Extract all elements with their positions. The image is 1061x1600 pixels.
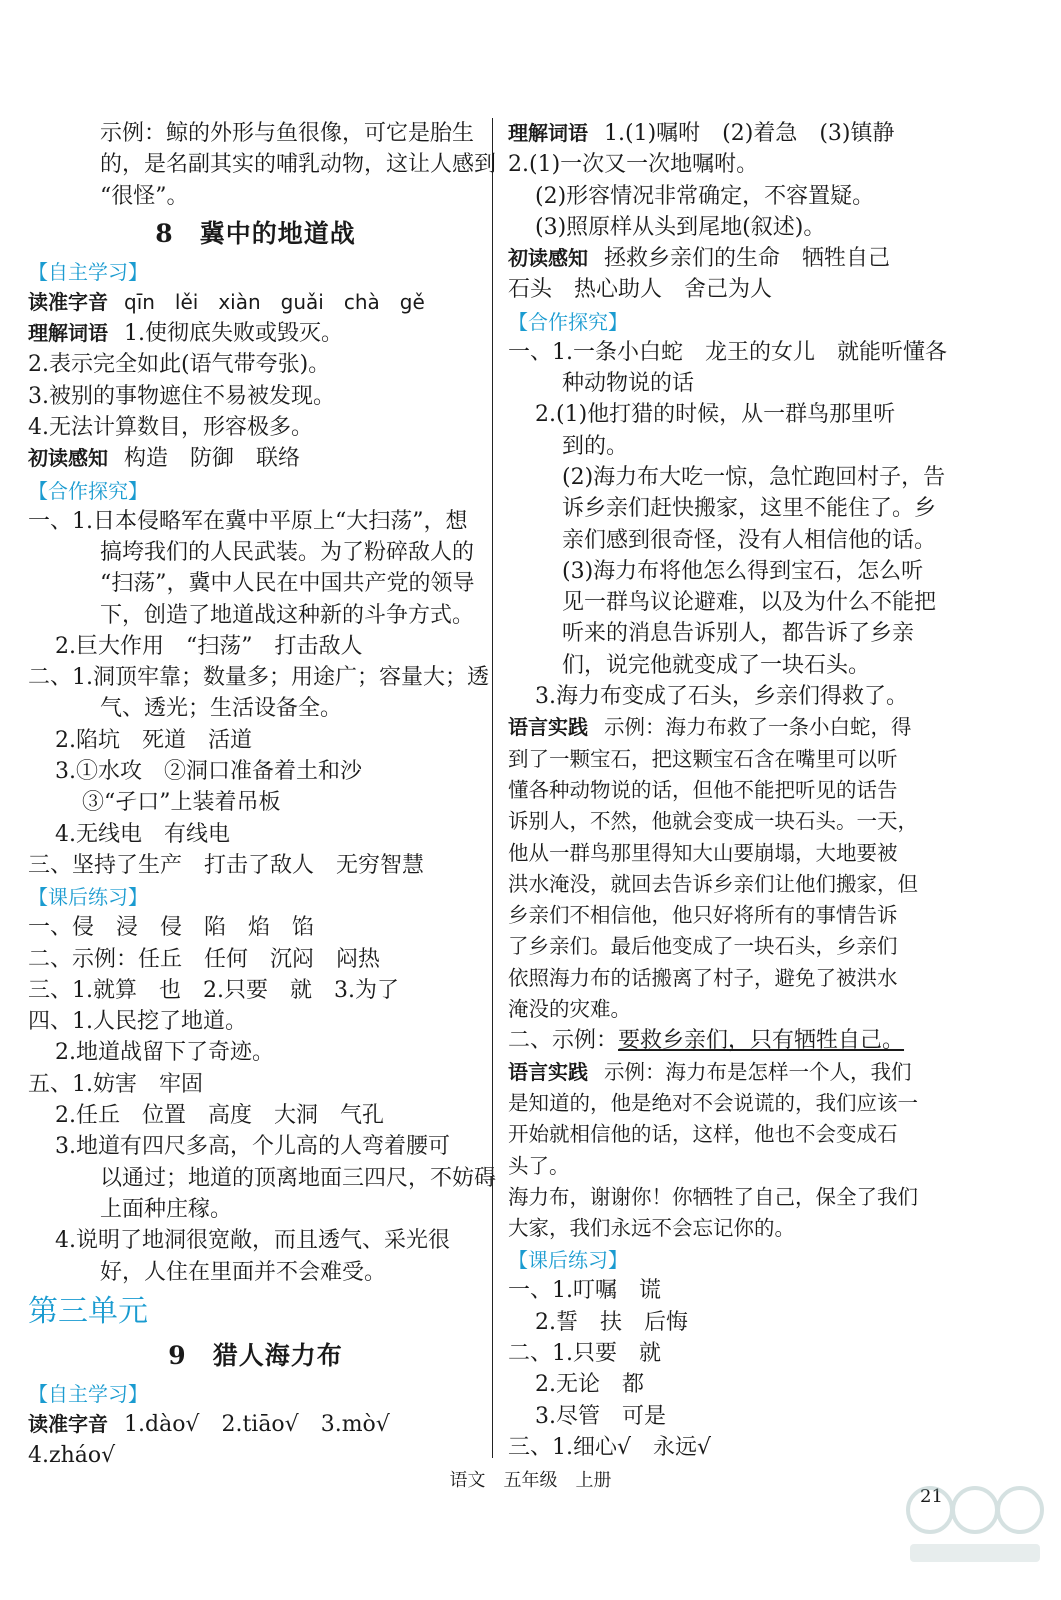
text-line: 二、示例：任丘 任何 沉闷 闷热 — [28, 946, 381, 972]
text-line: 2.巨大作用 “扫荡” 打击敌人 — [55, 633, 363, 659]
lijie-answer-1: 1.使彻底失败或毁灭。 — [124, 321, 343, 347]
hezuo-r-answers — [508, 337, 958, 713]
text-line: 们，说完他就变成了一块石头。 — [562, 652, 871, 678]
yuyan-2-text — [508, 1088, 958, 1244]
text-line: 开始就相信他的话，这样，他也不会变成石 — [508, 1122, 898, 1147]
text-line: 到的。 — [562, 433, 629, 459]
label-chudu-r: 初读感知 — [508, 246, 588, 271]
text-line: 的，是名副其实的哺乳动物，这让人感到 — [100, 152, 497, 178]
text-line: 2.任丘 位置 高度 大洞 气孔 — [55, 1103, 384, 1129]
text-line: 是知道的，他是绝对不会说谎的，我们应该一 — [508, 1090, 918, 1115]
text-line: 一、1.叮嘱 谎 — [508, 1278, 661, 1304]
text-line: 乡亲们不相信他，他只好将所有的事情告诉 — [508, 903, 898, 928]
text-line: 四、1.人民挖了地道。 — [28, 1009, 247, 1035]
er-prefix: 二、示例： — [508, 1028, 619, 1054]
text-line: 三、1.就算 也 2.只要 就 3.为了 — [28, 977, 399, 1003]
text-line: 示例：鲸的外形与鱼很像，可它是胎生 — [100, 121, 475, 146]
text-line: 2.无论 都 — [535, 1372, 644, 1398]
column-divider — [492, 118, 493, 1458]
label-yuyan-1: 语言实践 — [508, 715, 588, 740]
label-duzhun: 读准字音 — [28, 289, 108, 314]
text-line: 2.(1)一次又一次地嘱咐。 — [508, 152, 759, 178]
text-line: 到了一颗宝石，把这颗宝石含在嘴里可以听 — [508, 746, 898, 771]
text-line: “很怪”。 — [100, 183, 189, 209]
text-line: 海力布，谢谢你！你牺牲了自己，保全了我们 — [508, 1184, 918, 1209]
text-line: 懂各种动物说的话，但他不能把听见的话告 — [508, 777, 898, 802]
text-line: 大家，我们永远不会忘记你的。 — [508, 1216, 795, 1241]
duzhun-2-answers: 1.dào√ 2.tiāo√ 3.mò√ — [124, 1411, 390, 1437]
intro-example — [28, 118, 497, 212]
text-line: 亲们感到很奇怪，没有人相信他的话。 — [562, 527, 937, 553]
text-line: (3)海力布将他怎么得到宝石，怎么听 — [562, 558, 924, 584]
text-line: 以通过；地道的顶离地面三四尺，不妨碍 — [100, 1165, 497, 1191]
footer-subject: 语文 五年级 上册 — [449, 1470, 612, 1491]
text-line: 淹没的灾难。 — [508, 997, 631, 1022]
label-chudu: 初读感知 — [28, 446, 108, 471]
chudu-r-answer: 拯救乡亲们的生命 牺牲自己 — [604, 246, 891, 272]
text-line: 4.无线电 有线电 — [55, 821, 230, 847]
text-line: 三、1.细心√ 永远√ — [508, 1434, 712, 1460]
text-line: 好，人住在里面并不会难受。 — [100, 1259, 387, 1285]
label-duzhun-2: 读准字音 — [28, 1411, 108, 1436]
text-line: 2.陷坑 死道 活道 — [55, 727, 252, 753]
text-line: 2.表示完全如此(语气带夸张)。 — [28, 352, 331, 378]
text-line: 一、1.日本侵略军在冀中平原上“大扫荡”，想 — [28, 508, 468, 534]
text-line: 搞垮我们的人民武装。为了粉碎敌人的 — [100, 539, 475, 565]
text-line: 五、1.妨害 牢固 — [28, 1071, 203, 1097]
lijie-r-answers — [508, 149, 958, 243]
watermark-logo — [900, 1470, 1050, 1570]
chudu-r-answer-cont: 石头 热心助人 舍己为人 — [508, 277, 773, 303]
text-line: 上面种庄稼。 — [100, 1196, 233, 1222]
chudu-answer: 构造 防御 联络 — [124, 446, 301, 472]
text-line: 2.誓 扶 后悔 — [535, 1309, 688, 1335]
section-heading-kehou-r: 【课后练习】 — [508, 1248, 628, 1273]
lesson-8-title: 8 冀中的地道战 — [155, 218, 356, 248]
text-line: 诉乡亲们赶快搬家，这里不能住了。乡 — [562, 496, 937, 522]
text-line: 2.(1)他打猎的时候，从一群鸟那里听 — [535, 402, 896, 428]
er-underlined-answer: 要救乡亲们，只有牺牲自己。 — [618, 1028, 905, 1054]
section-heading-zizhu-2: 【自主学习】 — [28, 1381, 148, 1406]
text-line: 3.尽管 可是 — [535, 1403, 666, 1429]
text-line: 依照海力布的话搬离了村子，避免了被洪水 — [508, 965, 898, 990]
yuyan-2-first: 示例：海力布是怎样一个人，我们 — [604, 1059, 912, 1084]
text-line: 洪水淹没，就回去告诉乡亲们让他们搬家，但 — [508, 871, 918, 896]
text-line: 3.①水攻 ②洞口准备着土和沙 — [55, 759, 362, 785]
text-line: (2)海力布大吃一惊，急忙跑回村子，告 — [562, 464, 946, 490]
section-heading-zizhu: 【自主学习】 — [28, 259, 148, 284]
pinyin-answers: qīn lěi xiàn guǎi chà gě — [124, 289, 425, 314]
text-line: 4.无法计算数目，形容极多。 — [28, 415, 313, 441]
label-yuyan-2: 语言实践 — [508, 1059, 588, 1084]
label-lijie: 理解词语 — [28, 321, 108, 346]
text-line: “扫荡”，冀中人民在中国共产党的领导 — [100, 571, 475, 597]
text-line: 3.地道有四尺多高，个儿高的人弯着腰可 — [55, 1134, 450, 1160]
text-line: 二、1.只要 就 — [508, 1340, 661, 1366]
text-line: 三、坚持了生产 打击了敌人 无穷智慧 — [28, 852, 425, 878]
yuyan-1-first: 示例：海力布救了一条小白蛇，得 — [604, 715, 912, 740]
kehou-r-answers — [508, 1275, 958, 1463]
text-line: (2)形容情况非常确定，不容置疑。 — [535, 183, 875, 209]
text-line: 种动物说的话 — [562, 371, 695, 397]
text-line: 了乡亲们。最后他变成了一块石头，乡亲们 — [508, 934, 898, 959]
text-line: 诉别人，不然，他就会变成一块石头。一天， — [508, 809, 918, 834]
text-line: 头了。 — [508, 1153, 570, 1178]
text-line: 见一群鸟议论避难，以及为什么不能把 — [562, 590, 937, 616]
section-heading-hezuo-r: 【合作探究】 — [508, 309, 628, 334]
text-line: 4.说明了地洞很宽敞，而且透气、采光很 — [55, 1228, 450, 1254]
text-line: 2.地道战留下了奇迹。 — [55, 1040, 274, 1066]
text-line: (3)照原样从头到尾地(叙述)。 — [535, 214, 826, 240]
duzhun-2-answers-cont: 4.zháo√ — [28, 1443, 116, 1469]
text-line: 一、1.一条小白蛇 龙王的女儿 就能听懂各 — [508, 339, 947, 365]
text-line: 一、侵 浸 侵 陷 焰 馅 — [28, 915, 315, 941]
lijie-r-answer-1: 1.(1)嘱咐 (2)着急 (3)镇静 — [604, 121, 895, 146]
section-heading-kehou: 【课后练习】 — [28, 885, 148, 910]
lesson-9-title: 9 猎人海力布 — [168, 1340, 343, 1370]
section-heading-hezuo: 【合作探究】 — [28, 478, 148, 503]
text-line: 下，创造了地道战这种新的斗争方式。 — [100, 602, 475, 628]
label-lijie-r: 理解词语 — [508, 121, 588, 145]
page-number: 21 — [920, 1486, 943, 1507]
text-line: 二、1.洞顶牢靠；数量多；用途广；容量大；透 — [28, 665, 489, 691]
yuyan-1-text — [508, 744, 958, 1026]
unit-title: 第三单元 — [28, 1293, 148, 1329]
text-line: 气、透光；生活设备全。 — [100, 696, 343, 722]
text-line: 他从一群鸟那里得知大山要崩塌，大地要被 — [508, 840, 898, 865]
text-line: 3.海力布变成了石头，乡亲们得救了。 — [535, 684, 908, 710]
hezuo-answers — [28, 506, 489, 882]
text-line: 3.被别的事物遮住不易被发现。 — [28, 383, 335, 409]
right-column — [508, 118, 958, 1463]
kehou-answers — [28, 912, 497, 1288]
text-line: 听来的消息告诉别人，都告诉了乡亲 — [562, 621, 915, 647]
lijie-answers — [28, 349, 483, 443]
left-column — [28, 118, 497, 1471]
text-line: ③“孑口”上装着吊板 — [82, 790, 281, 816]
